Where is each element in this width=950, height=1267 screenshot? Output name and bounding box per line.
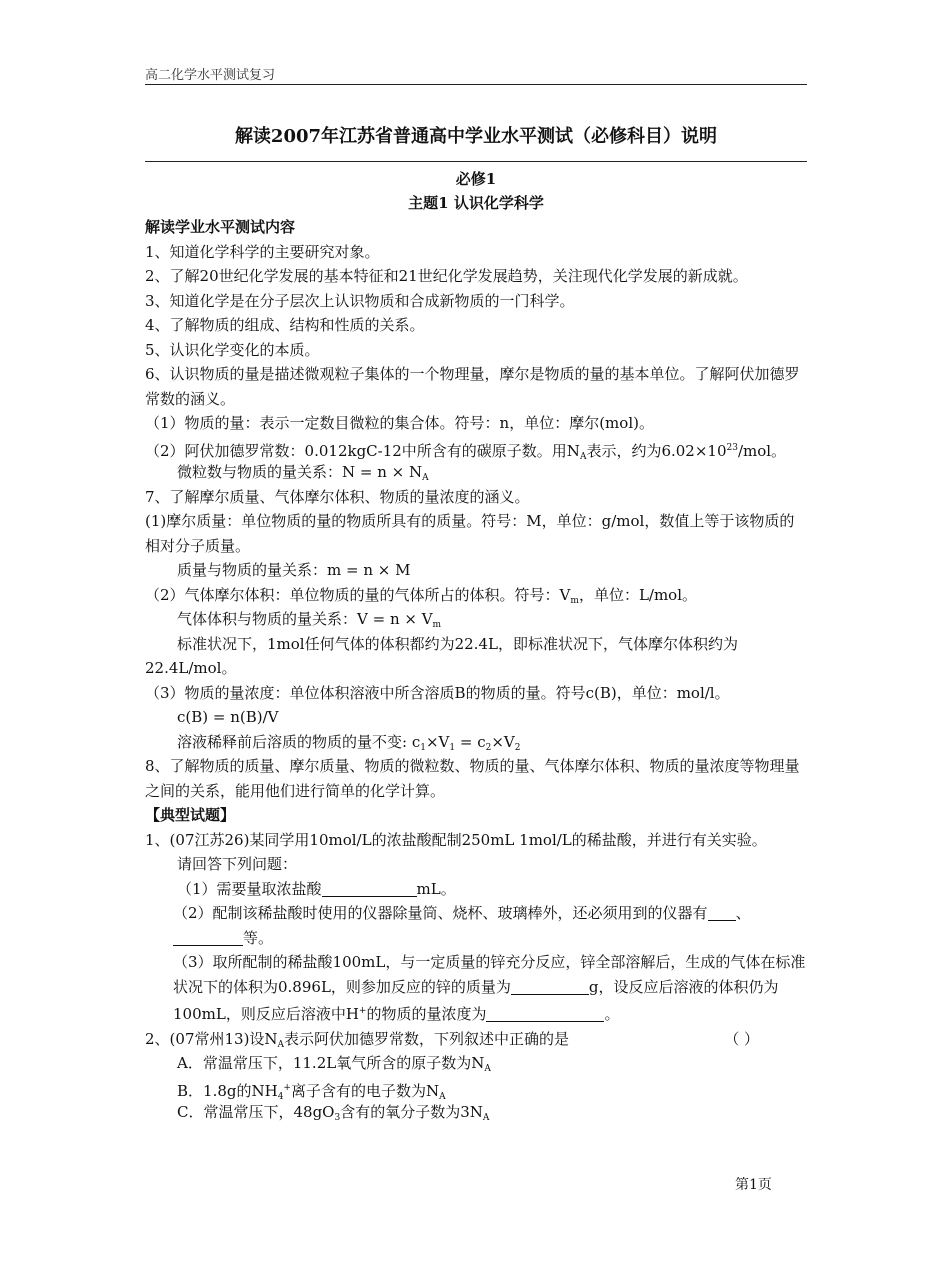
header-rule (145, 84, 807, 85)
typical-heading: 【典型试题】 (145, 806, 236, 824)
question-1-prompt: 请回答下列问题： (177, 855, 298, 873)
answer-blank[interactable] (511, 980, 589, 995)
point-3: 3、知道化学是在分子层次上认识物质和合成新物质的一门科学。 (145, 291, 575, 310)
answer-blank[interactable] (486, 1007, 604, 1022)
page-header: 高二化学水平测试复习 (145, 68, 276, 83)
standard-condition-note: 标准状况下，1mol任何气体的体积都约为22.4L，即标准状况下，气体摩尔体积约为22.4L/mol。 (145, 634, 738, 677)
answer-paren[interactable]: （ ） (724, 1029, 759, 1048)
module-heading: 必修1 (455, 170, 497, 188)
dilution-formula: 溶液稀释前后溶质的物质的量不变: $c_1\times V_1 = c_2\times V_2$ (177, 732, 521, 753)
option-c: C．常温常压下，$48gO_3$含有的氧分子数为$3N_A$ (177, 1103, 490, 1123)
document-title: 解读2007年江苏省普通高中学业水平测试（必修科目）说明 (234, 126, 718, 147)
point-7-3: （3）物质的量浓度：单位体积溶液中所含溶质B的物质的量。符号c(B)，单位：mol/l。 (145, 683, 730, 702)
point-6-1: （1）物质的量：表示一定数目微粒的集合体。符号：n，单位：摩尔(mol)。 (145, 414, 654, 432)
option-a: A．常温常压下，11.2L氧气所含的原子数为$N_A$ (177, 1054, 491, 1074)
point-4: 4、了解物质的组成、结构和性质的关系。 (145, 316, 425, 334)
question-1-part-2: （2）配制该稀盐酸时使用的仪器除量筒、烧杯、玻璃棒外，还必须用到的仪器有 、等。 (173, 904, 751, 947)
answer-blank[interactable] (708, 906, 736, 921)
point-2: 2、了解20世纪化学发展的基本特征和21世纪化学发展趋势，关注现代化学发展的新成就。 (145, 267, 748, 285)
page-number: 第1页 (735, 1177, 772, 1193)
option-b: B．1.8g的$NH_4^+$离子含有的电子数为$N_A$ (177, 1081, 446, 1102)
point-1: 1、知道化学科学的主要研究对象。 (145, 242, 380, 261)
answer-blank[interactable] (322, 882, 417, 897)
point-8: 8、了解物质的质量、摩尔质量、物质的微粒数、物质的量、气体摩尔体积、物质的量浓度等物理量之间的关系，能用他们进行简单的化学计算。 (145, 757, 800, 800)
title-rule (145, 161, 807, 162)
point-5: 5、认识化学变化的本质。 (145, 340, 320, 359)
document-body (145, 215, 807, 1125)
particle-relation: 微粒数与物质的量关系：$N = n \times N_A$ (177, 463, 429, 483)
question-1-part-1: （1）需要量取浓盐酸 mL。 (177, 879, 456, 898)
section-heading: 解读学业水平测试内容 (145, 218, 296, 236)
answer-blank[interactable] (173, 931, 243, 946)
point-6: 6、认识物质的量是描述微观粒子集体的一个物理量，摩尔是物质的量的基本单位。了解阿伏加德罗常数的涵义。 (145, 365, 800, 408)
concentration-formula: c(B) = n(B)/V (177, 708, 279, 726)
point-7-2: （2）气体摩尔体积：单位物质的量的气体所占的体积。符号：$V_m$，单位：L/mol。 (145, 585, 698, 606)
volume-relation: 气体体积与物质的量关系：$V = n \times V_m$ (177, 610, 442, 630)
question-2-stem: 2、(07常州13)设$N_A$表示阿伏加德罗常数，下列叙述中正确的是 （ ） (145, 1027, 807, 1052)
topic-heading: 主题1 认识化学科学 (408, 194, 544, 212)
question-1-part-3: （3）取所配制的稀盐酸100mL，与一定质量的锌充分反应，锌全部溶解后，生成的气体在标准状况下的体积为0.896L，则参加反应的锌的质量为 g，设反应后溶液的体积仍为100mL，则反应后溶液中H+的物质的量浓度为 。 (173, 953, 806, 1023)
point-6-2: （2）阿伏加德罗常数：0.012kgC-12中所含有的碳原子数。用$N_A$表示，约为$6.02\times 10^{23}$/mol。 (145, 441, 787, 462)
mass-relation: 质量与物质的量关系：m = n × M (177, 561, 411, 579)
point-7-1: (1)摩尔质量：单位物质的量的物质所具有的质量。符号：M，单位：g/mol，数值上等于该物质的相对分子质量。 (145, 512, 795, 555)
question-1-stem: 1、(07江苏26)某同学用10mol/L的浓盐酸配制250mL 1mol/L的稀盐酸，并进行有关实验。 (145, 830, 767, 849)
point-7: 7、了解摩尔质量、气体摩尔体积、物质的量浓度的涵义。 (145, 487, 530, 506)
